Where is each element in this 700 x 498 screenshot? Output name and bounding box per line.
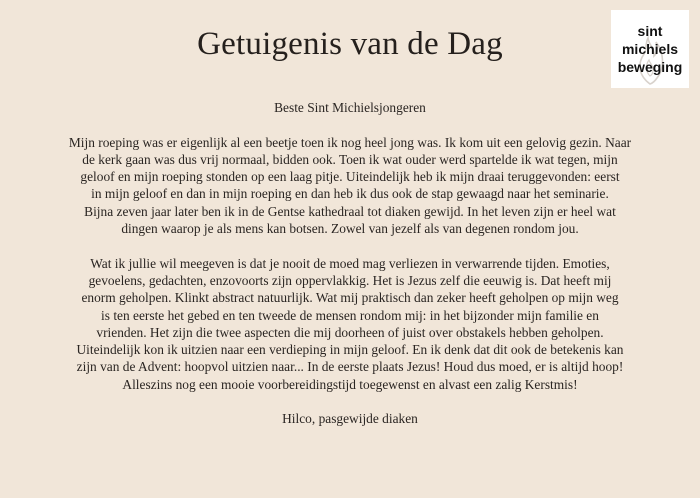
- paragraph-2-line: gevoelens, gedachten, enzovoorts zijn oppervlakkig. Het is Jezus zelf die eeuwig is. Dat heeft mij: [88, 272, 612, 288]
- paragraph-1-line: de kerk gaan was dus vrij normaal, bidden ook. Toen ik wat ouder werd spartelde ik wat tegen, mijn: [82, 151, 618, 167]
- paragraph-2-line: Wat ik jullie wil meegeven is dat je nooit de moed mag verliezen in verwarrende tijden. Emoties,: [90, 255, 610, 271]
- paragraph-2-line: zijn van de Advent: hoopvol uitzien naar... In de eerste plaats Jezus! Houd dus moed, er is altijd hoop!: [76, 359, 624, 375]
- paragraph-1-line: Mijn roeping was er eigenlijk al een beetje toen ik nog heel jong was. Ik kom uit een gelovig gezin. Naar: [68, 134, 632, 150]
- paragraph-1-line: geloof en mijn roeping stonden op een laag pitje. Uiteindelijk heb ik mijn draai teruggevonden: eerst: [80, 169, 620, 185]
- paragraph-2-line: Alleszins nog een mooie voorbereidingstijd toegewenst en alvast een zalig Kerstmis!: [122, 376, 578, 392]
- paragraph-1-line: in mijn geloof en dan in mijn roeping en dan heb ik dus ook de stap gewaagd naar het seminarie.: [91, 186, 609, 202]
- salutation: Beste Sint Michielsjongeren: [274, 100, 426, 115]
- logo-text-line-3: beweging: [617, 59, 683, 75]
- logo-text-line-1: sint: [637, 23, 663, 39]
- paragraph-1-line: dingen waarop je als mens kan botsen. Zowel van jezelf als van degenen rondom jou.: [121, 221, 579, 237]
- paragraph-2-line: enorm geholpen. Klinkt abstract natuurlijk. Wat mij praktisch dan zeker heeft geholpen op mijn weg: [81, 290, 619, 306]
- letter-body: [40, 99, 660, 428]
- paragraph-2-line: is ten eerste het gebed en ten tweede de mensen rondom mij: in het bijzonder mijn familie en: [101, 307, 599, 323]
- paragraph-1-line: Bijna zeven jaar later ben ik in de Gentse kathedraal tot diaken gewijd. In het leven zijn er heel wat: [84, 203, 616, 219]
- paragraph-2-line: vrienden. Het zijn die twee aspecten die mij doorheen of juist over obstakels hebben geholpen.: [96, 324, 604, 340]
- logo-text-line-2: michiels: [621, 41, 679, 57]
- paragraph-2-line: Uiteindelijk kon ik uitzien naar een verdieping in mijn geloof. En ik denk dat dit ook de betekenis kan: [76, 342, 624, 358]
- sint-michiels-beweging-logo: [611, 10, 689, 88]
- signature: Hilco, pasgewijde diaken: [282, 411, 418, 427]
- page-title: Getuigenis van de Dag: [197, 26, 503, 62]
